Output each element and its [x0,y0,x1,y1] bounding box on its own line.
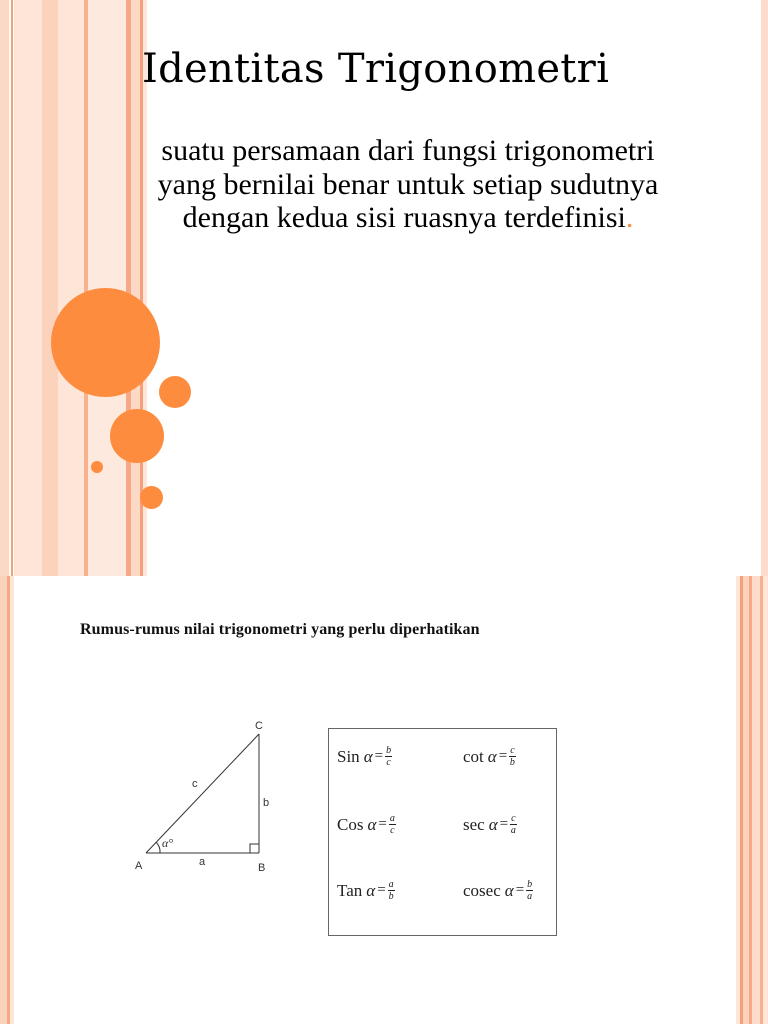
formula-cos [337,813,396,836]
decor-circle [91,461,103,473]
decor-stripe [0,0,9,576]
formula-function: Tan [337,880,363,900]
formula-sin [337,745,392,768]
vertex-b-label: B [258,862,266,874]
vertex-a-label: A [135,860,143,872]
fraction-numerator: a [389,813,395,824]
fraction-denominator: c [390,825,395,836]
side-c-label: c [192,778,198,790]
decor-stripe [752,576,760,1024]
formula-variable: α [366,880,376,900]
decor-stripe [14,0,42,576]
definition-text [138,134,678,235]
decor-circle [51,288,160,397]
formula-function: cot [463,746,484,766]
decor-stripe [10,576,14,1024]
formula-equals: = [515,882,525,898]
formula-equals: = [498,748,508,764]
formula-function: cosec [463,880,501,900]
fraction-denominator: a [527,891,533,902]
right-triangle-diagram [130,714,300,874]
definition-end-dot: . [625,201,634,234]
formula-variable: α [367,814,377,834]
fraction-numerator: b [386,745,392,756]
decor-stripe [11,0,13,576]
fraction-numerator: c [511,813,516,824]
definition-body: suatu persamaan dari fungsi trigonometri yang bernilai benar untuk setiap sudutnya dengan kedua sisi ruasnya terdefinisi [157,134,659,234]
formula-variable: α [488,814,498,834]
formula-equals: = [377,882,386,898]
formula-tan [337,879,395,902]
slide-2 [0,576,768,1024]
decor-stripe [131,0,140,576]
formula-variable: α [487,746,497,766]
formulas-heading: Rumus-rumus nilai trigonometri yang perlu diperhatikan [80,621,480,638]
side-b-label: b [263,797,270,809]
fraction-denominator: a [510,825,516,836]
fraction-numerator: b [527,879,533,890]
decor-stripe [761,0,768,576]
formula-fraction [526,879,533,902]
formula-equals: = [378,816,387,832]
vertex-c-label: C [255,720,263,732]
formula-variable: α [363,746,373,766]
decor-circle [159,376,191,408]
slide-title: Identitas Trigonometri [142,46,610,92]
formula-fraction [388,879,395,902]
right-angle-marker [250,844,259,853]
fraction-denominator: b [509,757,515,768]
formula-fraction [385,745,392,768]
decor-stripe [0,576,7,1024]
decor-stripe [42,0,58,576]
formula-cosec [463,879,533,902]
angle-alpha-label: α° [162,836,174,850]
formula-fraction [509,745,515,768]
formula-equals: = [499,816,509,832]
formula-sec [463,813,517,836]
decor-circle [110,409,164,463]
angle-arc [156,842,160,853]
formula-variable: α [504,880,514,900]
fraction-numerator: c [510,745,515,756]
decor-stripe [58,0,84,576]
formula-fraction [389,813,396,836]
fraction-denominator: c [386,757,391,768]
formula-function: sec [463,814,485,834]
decor-circle [140,486,163,509]
formula-fraction [510,813,516,836]
formula-cot [463,745,516,768]
decor-stripe [763,576,768,1024]
formula-function: Sin [337,746,360,766]
fraction-numerator: a [388,879,394,890]
formula-equals: = [374,748,384,764]
fraction-denominator: b [388,891,394,902]
formulas-table [328,728,557,936]
side-a-label: a [199,856,206,868]
formula-function: Cos [337,814,364,834]
